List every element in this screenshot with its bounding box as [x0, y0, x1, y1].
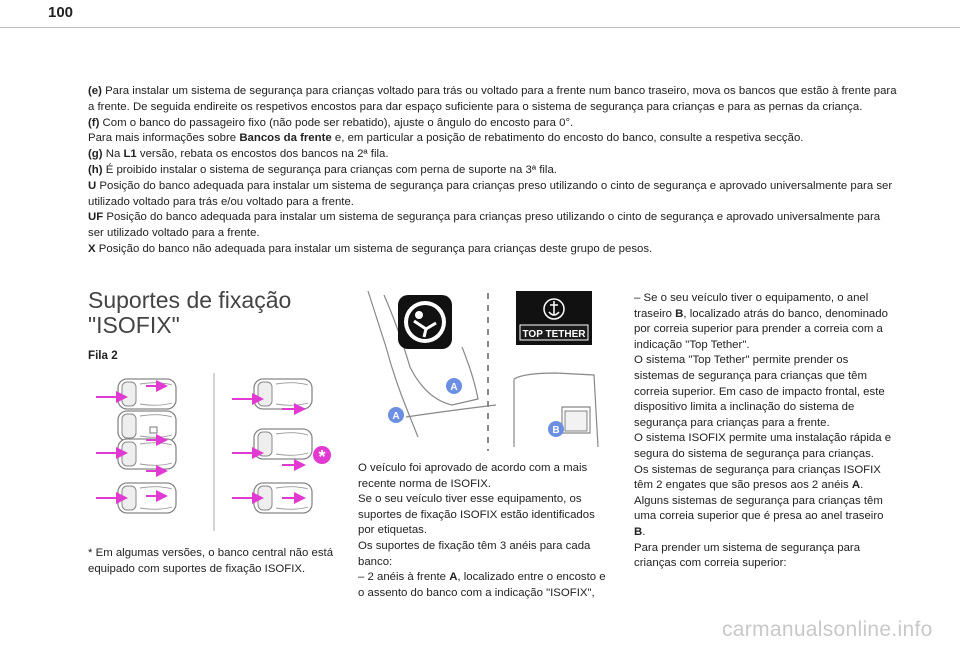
intro-text	[88, 84, 898, 258]
footnote: * Em algumas versões, o banco central não está equipado com suportes de fixação ISOFIX.	[88, 547, 334, 575]
paragraph: O veículo foi aprovado de acordo com a mais recente norma de ISOFIX.	[358, 462, 588, 490]
top-tether-sticker	[516, 291, 592, 345]
marker-a-upper	[446, 378, 462, 394]
svg-text:A: A	[392, 411, 400, 422]
marker-b	[548, 421, 564, 437]
paragraph: Os sistemas de segurança para crianças ISOFIX têm 2 engates que são presos aos 2 anéis A.	[634, 463, 881, 492]
list-item: – Se o seu veículo tiver o equipamento, o anel traseiro B, localizado atrás do banco, denominado por correia superior para prender a correia com a indicação "Top Tether".	[634, 292, 888, 351]
isofix-illustration	[366, 287, 600, 455]
legend-x: X Posição do banco não adequada para instalar um sistema de segurança para crianças deste grupo de pesos.	[88, 242, 653, 255]
list-item: – 2 anéis à frente A, localizado entre o encosto e o assento do banco com a indicação "ISOFIX",	[358, 571, 606, 599]
paragraph: O sistema ISOFIX permite uma instalação rápida e segura do sistema de segurança para crianças.	[634, 432, 892, 460]
isofix-sticker	[398, 295, 452, 349]
legend-u: U Posição do banco adequada para instalar um sistema de segurança para crianças preso utilizando o cinto de segurança e aprovado universalmente para ser utilizado voltado para trás e/ou voltado para a frente.	[88, 179, 893, 208]
note-e: (e) Para instalar um sistema de segurança para crianças voltado para trás ou voltado para a frente num banco traseiro, mova os bancos que estão à frente para a frente. De seguida endireite os respetivos encostos para dar espaço suficiente para o sistema de segurança para crianças e para as pernas da criança.	[88, 85, 897, 113]
legend-uf: UF Posição do banco adequada para instalar um sistema de segurança para crianças preso utilizando o cinto de segurança e aprovado universalmente para ser utilizado voltado para a frente.	[88, 211, 881, 240]
svg-text:A: A	[450, 382, 458, 393]
isofix-text-column-1	[358, 461, 606, 601]
paragraph: Para prender um sistema de segurança para crianças com correia superior:	[634, 541, 861, 570]
note-h: (h) É proibido instalar o sistema de segurança para crianças com perna de suporte na 3ª fila.	[88, 163, 557, 176]
watermark: carmanualsonline.info	[722, 618, 933, 641]
asterisk-label: *	[318, 447, 326, 467]
top-tether-label: TOP TETHER	[522, 329, 586, 340]
paragraph: Alguns sistemas de segurança para crianças têm uma correia superior que é presa ao anel traseiro B.	[634, 494, 884, 538]
note-f-more: Para mais informações sobre Bancos da frente e, em particular a posição de rebatimento do encosto do banco, consulte a respetiva secção.	[88, 132, 804, 145]
note-f: (f) Com o banco do passageiro fixo (não pode ser rebatido), ajuste o ângulo do encosto para 0°.	[88, 116, 574, 129]
paragraph: Os suportes de fixação têm 3 anéis para cada banco:	[358, 539, 591, 568]
note-g: (g) Na L1 versão, rebata os encostos dos bancos na 2ª fila.	[88, 148, 389, 161]
page-number: 100	[48, 4, 74, 21]
section-title: Suportes de fixação "ISOFIX"	[88, 287, 292, 338]
paragraph: Se o seu veículo tiver esse equipamento, os suportes de fixação ISOFIX estão identificados por etiquetas.	[358, 493, 595, 537]
isofix-text-column-2	[634, 291, 894, 572]
right-vehicle-seats	[232, 379, 331, 513]
rear-anchor-tag	[565, 411, 587, 431]
isofix-seat-diagram	[86, 373, 348, 531]
marker-a-lower	[388, 407, 404, 423]
svg-text:B: B	[552, 425, 560, 436]
row-label: Fila 2	[88, 349, 118, 362]
left-vehicle-seats	[96, 379, 176, 513]
front-seats-link: Bancos da frente	[239, 132, 332, 145]
paragraph: O sistema "Top Tether" permite prender os sistemas de segurança para crianças que têm correia superior. Em caso de impacto frontal, este dispositivo limita a inclinação do sistema de segurança para crianças para a frente.	[634, 354, 885, 429]
header-divider	[0, 27, 960, 28]
